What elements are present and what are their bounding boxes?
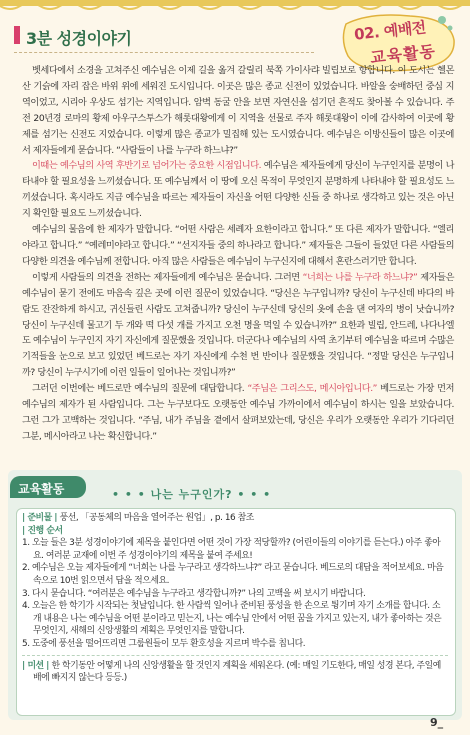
- title-divider: [14, 52, 314, 53]
- mission-row: | 미션 | 한 학기동안 어떻게 나의 신앙생활을 할 것인지 계획을 세워온다. (예: 매일 기도한다, 매일 성경 본다, 주일예배에 빠지지 않는다 등등.): [22, 660, 441, 684]
- activity-divider: [22, 655, 448, 656]
- prep-text: 풍선, 「공동체의 마음을 열어주는 원업」, p. 16 참조: [59, 513, 254, 523]
- story-paragraph-5: [22, 381, 454, 445]
- story-paragraph-2-text: 예수님은 제자들에게 당신이 누구인지를 분명이 나타내야 할 필요성을 느끼셨습니다. 또 예수님께서 이 땅에 오신 목적이 무엇인지 분명하게 나타내야 할 필요성도 느끼셨습니다. 혹시라도 지금 예수님을 따르는 제자들이 자신을 어떤 다양한 신들 중 하나로 생각하고 있는 것은 아닌지 확인할 필요도 느끼셨습니다.: [22, 160, 455, 220]
- story-paragraph-5-text: 베드로는 가장 먼저 예수님의 제자가 된 사람입니다. 그는 누구보다도 오랫동안 예수님 가까이에서 예수님이 하시는 일을 보았습니다. 그런 그가 고백하는 것입니다. “주님, 내가 주님을 곁에서 살펴보았는데, 당신은 우리가 오랫동안 우리가 기다리던 그분, 메시아라고 나는 확신합니다.”: [22, 383, 454, 442]
- story-paragraph-4-start: 이렇게 사람들의 의견을 전하는 제자들에게 예수님은 묻습니다. 그러면: [32, 271, 303, 283]
- step-item-4: 4. 오늘은 한 학기가 시작되는 첫날입니다. 한 사람씩 일어나 준비된 풍성을 한 손으로 튕기며 자기 소개를 합니다. 소개 내용은 나는 예수님을 어떤 분이라고 믿는지, 나는 예수님 안에서 어떤 꿈을 가지고 있는지, 내가 좋아하는 것은 무엇인지, 새해의 신앙생활의 계획은 무엇인지를 말합니다.: [22, 601, 442, 637]
- story-paragraph-3: 예수님의 물음에 한 제자가 말합니다. “어떤 사람은 세례자 요한이라고 합니다.” 또 다른 제자가 말합니다. “엘리야라고 합니다.” “예레미야라고 합니다.” “선지자들 중의 하나라고 합니다.” 제자들은 그들이 들었던 다른 사람들의 다양한 의견을 예수님께 전합니다. 아직 많은 사람들은 예수님이 누구신지에 대해서 혼란스러기만 합니다.: [22, 224, 454, 267]
- story-paragraph-5-start: 그러던 이번에는 베드로만 예수님의 질문에 대답합니다.: [32, 383, 248, 395]
- page-number: 9_: [430, 716, 444, 729]
- story-body: [22, 63, 454, 445]
- badge-section-number: 02. 예배전: [353, 18, 427, 44]
- steps-label: 진행 순서: [27, 525, 63, 536]
- story-paragraph-4-text: 제자들은 예수님이 묻기 전에도 마음속 깊은 곳에 이런 질문이 있었습니다. “당신은 누구입니까? 당신이 누구신데 바다의 바람도 잔잔하게 하시고, 귀신들린 사람도 고쳐줍니까? 당신이 누구신데 당신의 옷에 손을 댄 여자의 병이 낫습니까? 당신이 누구신데 물고기 두 개와 떡 다섯 개를 가지고 오천 명을 먹일 수 있습니까?” 요한과 빌립, 안드레, 나다나엘도 예수님이 누구인지 자기 자신에게 질문했을 것입니다. 더군다나 예수님의 사역 초기부터 예수님을 따르며 수많은 기적들을 눈으로 보고 있었던 베드로는 자기 자신에게 수천 번 반이나 질문했을 것입니다. “정말 당신은 누구입니까? 당신이 누구시기에 이런 일들이 일어나는 것입니까?”: [22, 271, 455, 379]
- badge-section-name: 교육활동: [369, 41, 437, 68]
- activity-subtitle: • • • 나는 누구인가? • • •: [112, 488, 272, 501]
- steps-header-row: | 진행 순서: [22, 525, 63, 536]
- page-title: 3분 성경이야기: [26, 29, 132, 48]
- story-highlight-3: “주님은 그리스도, 메시아입니다.”: [247, 383, 377, 395]
- prep-row: | 준비물 | 풍선, 「공동체의 마음을 열어주는 원업」, p. 16 참조: [22, 513, 254, 523]
- activity-content: [22, 512, 448, 685]
- prep-label: 준비물: [27, 513, 52, 523]
- story-paragraph-2: [22, 158, 454, 222]
- story-highlight-2: “너희는 나를 누구라 하느냐?”: [302, 271, 418, 283]
- step-item-2: 2. 예수님은 오늘 제자들에게 “너희는 나를 누구라고 생각하느냐?” 라고 묻습니다. 베드로의 대답을 적어보세요. 마음속으로 10번 읽으면서 답을 적으세요.: [22, 563, 444, 586]
- title-accent-bar: [14, 26, 20, 44]
- step-item-5: 5. 도중에 풍선을 떨어뜨리면 그룹원들이 모두 환호성을 지르며 박수를 칩니다.: [22, 638, 306, 649]
- mission-label: 미션: [27, 660, 44, 671]
- activity-tab-label: 교육활동: [18, 482, 65, 496]
- page-number-value: 9: [430, 716, 438, 729]
- step-item-1: 1. 오늘 들은 3분 성경이야기에 제목을 붙인다면 어떤 것이 가장 적당할까? (어린이들의 이야기를 듣는다.) 아주 좋아요. 여러분 교재에 이번 주 성경이야기의 제목을 붙여 주세요!: [22, 538, 441, 561]
- story-paragraph-1: 벳세다에서 소경을 고쳐주신 예수님은 이제 길을 옮겨 갈릴리 북쪽 가이사랴 빌립보로 향합니다. 이 도시는 헬몬산 기슭에 자리 잡은 바위 위에 세워진 도시입니다. 이곳은 많은 종교 신전이 있었습니다. 바알을 숭배하던 중심 지역이었고, 시리아 우상도 섬기는 지역입니다. 암벽 동굴 안을 보면 자연신을 섬기던 흔적도 찾아볼 수 있습니다. 주전 20년경 로마의 황제 아우구스투스가 해롯대왕에게 이 지역을 선물로 주자 해롯대왕이 이에 감사하여 이곳에 황제를 섬기는 신전도 지었습니다. 이렇게 많은 종교가 밀집해 있는 도시였습니다. 예수님은 이방신들이 많은 이곳에서 제자들에게 묻습니다. “사람들이 나를 누구라 하느냐?”: [22, 65, 454, 156]
- story-paragraph-4: [22, 270, 454, 381]
- story-highlight-1: 이때는 예수님의 사역 후반기로 넘어가는 중요한 시점입니다.: [32, 160, 262, 172]
- step-item-3: 3. 다시 묻습니다. “여러분은 예수님을 누구라고 생각합니까?” 나의 고백을 써 보시기 바랍니다.: [22, 588, 366, 599]
- mission-text: 한 학기동안 어떻게 나의 신앙생활을 할 것인지 계획을 세워온다. (예: 매일 기도한다, 매일 성경 본다, 주일예배에 빠지지 않는다 등등.): [33, 660, 441, 684]
